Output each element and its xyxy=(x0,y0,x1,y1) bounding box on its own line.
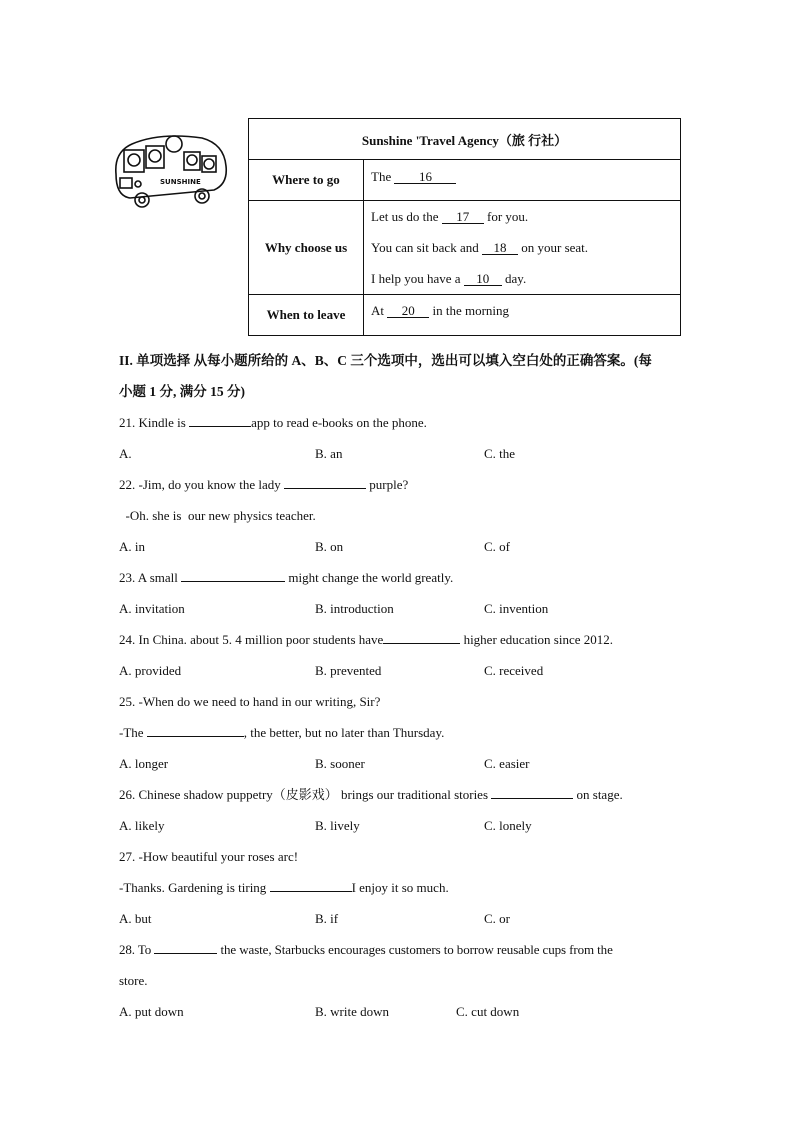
blank-16: 16 xyxy=(394,170,456,184)
option-b[interactable]: B. lively xyxy=(315,818,360,833)
option-c[interactable]: C. easier xyxy=(484,756,530,771)
option-c[interactable]: C. received xyxy=(484,663,544,678)
table-row-where xyxy=(249,160,681,201)
option-b[interactable]: B. write down xyxy=(315,1004,390,1019)
bus-illustration-icon xyxy=(110,122,232,214)
question-28-line2: store. xyxy=(119,973,148,988)
option-a[interactable]: A. xyxy=(119,446,132,461)
section-title: II. 单项选择 从每小题所给的 A、B、C 三个选项中，选出可以填入空白处的正确答案。(每 小题 1 分, 满分 15 分) xyxy=(119,353,652,399)
option-c[interactable]: C. of xyxy=(484,539,510,554)
svg-text:SUNSHINE: SUNSHINE xyxy=(160,178,201,186)
option-b[interactable]: B. on xyxy=(315,539,344,554)
question-23: 23. A small might change the world greatly. xyxy=(119,570,454,585)
option-a[interactable]: A. likely xyxy=(119,818,165,833)
row-content: At 20 in the morning xyxy=(364,295,681,336)
row-label: Why choose us xyxy=(249,201,364,295)
options-24 xyxy=(119,655,679,686)
answer-blank xyxy=(491,786,573,799)
options-26 xyxy=(119,810,679,841)
option-a[interactable]: A. put down xyxy=(119,1004,184,1019)
answer-blank xyxy=(189,414,251,427)
question-28: 28. To the waste, Starbucks encourages customers to borrow reusable cups from the xyxy=(119,942,613,957)
answer-blank xyxy=(383,631,460,644)
question-24: 24. In China. about 5. 4 million poor students have higher education since 2012. xyxy=(119,632,614,647)
question-section xyxy=(119,345,679,1027)
option-a[interactable]: A. provided xyxy=(119,663,182,678)
options-28 xyxy=(119,996,679,1027)
blank-17: 17 xyxy=(442,210,484,224)
answer-blank xyxy=(181,569,285,582)
option-b[interactable]: B. introduction xyxy=(315,601,394,616)
question-25-line2: -The , the better, but no later than Thursday. xyxy=(119,725,445,740)
answer-blank xyxy=(270,879,352,892)
option-a[interactable]: A. invitation xyxy=(119,601,185,616)
blank-18: 18 xyxy=(482,241,518,255)
question-21: 21. Kindle is app to read e-books on the phone. xyxy=(119,415,427,430)
question-22-line2: -Oh. she is our new physics teacher. xyxy=(119,508,316,523)
option-c[interactable]: C. invention xyxy=(484,601,549,616)
travel-agency-table xyxy=(248,118,681,336)
blank-10: 10 xyxy=(464,272,502,286)
question-25: 25. -When do we need to hand in our writing, Sir? xyxy=(119,694,381,709)
option-a[interactable]: A. in xyxy=(119,539,145,554)
question-27-line2: -Thanks. Gardening is tiring I enjoy it so much. xyxy=(119,880,449,895)
answer-blank xyxy=(284,476,366,489)
table-title: Sunshine 'Travel Agency（旅 行社） xyxy=(249,119,681,160)
row-label: Where to go xyxy=(249,160,364,201)
options-25 xyxy=(119,748,679,779)
option-c[interactable]: C. lonely xyxy=(484,818,532,833)
question-26: 26. Chinese shadow puppetry（皮影戏） brings our traditional stories on stage. xyxy=(119,787,623,802)
options-23 xyxy=(119,593,679,624)
option-b[interactable]: B. sooner xyxy=(315,756,365,771)
option-b[interactable]: B. if xyxy=(315,911,339,926)
option-b[interactable]: B. an xyxy=(315,446,343,461)
table-row-when xyxy=(249,295,681,336)
answer-blank xyxy=(154,941,217,954)
option-a[interactable]: A. longer xyxy=(119,756,169,771)
answer-blank xyxy=(147,724,244,737)
row-content: Let us do the 17 for you. You can sit back and 18 on your seat. I help you have a 10 day. xyxy=(364,201,681,295)
option-c[interactable]: C. or xyxy=(484,911,510,926)
option-a[interactable]: A. but xyxy=(119,911,152,926)
options-27 xyxy=(119,903,679,934)
table-row-why xyxy=(249,201,681,295)
option-c[interactable]: C. the xyxy=(484,446,516,461)
question-27: 27. -How beautiful your roses arc! xyxy=(119,849,299,864)
row-label: When to leave xyxy=(249,295,364,336)
option-b[interactable]: B. prevented xyxy=(315,663,382,678)
options-21 xyxy=(119,438,679,469)
row-content: The 16 xyxy=(364,160,681,201)
blank-20: 20 xyxy=(387,304,429,318)
question-22: 22. -Jim, do you know the lady purple? xyxy=(119,477,409,492)
options-22 xyxy=(119,531,679,562)
option-c[interactable]: C. cut down xyxy=(456,1004,520,1019)
